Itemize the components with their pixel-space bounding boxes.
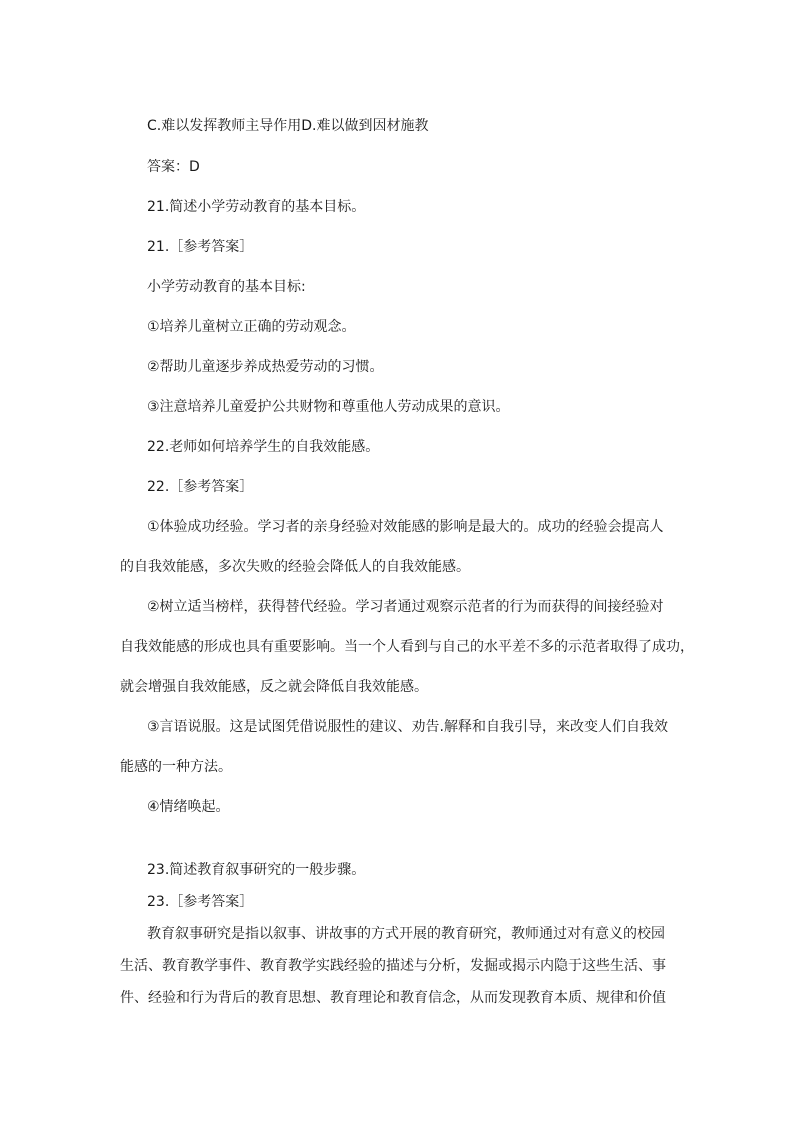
answer-22-point-3-line-1: ③言语说服。这是试图凭借说服性的建议、劝告.解释和自我引导，来改变人们自我效 bbox=[147, 719, 668, 735]
answer-line: 答案：D bbox=[147, 159, 200, 175]
answer-22-point-2-line-3: 就会增强自我效能感，反之就会降低自我效能感。 bbox=[120, 679, 428, 695]
option-line-c-d: C.难以发挥教师主导作用D.难以做到因材施教 bbox=[147, 118, 429, 134]
question-23: 23.简述教育叙事研究的一般步骤。 bbox=[147, 862, 366, 878]
answer-21-point-1: ①培养儿童树立正确的劳动观念。 bbox=[147, 319, 356, 335]
answer-23-line-1: 教育叙事研究是指以叙事、讲故事的方式开展的教育研究，教师通过对有意义的校园 bbox=[147, 926, 665, 942]
answer-23-line-2: 生活、教育教学事件、教育教学实践经验的描述与分析，发掘或揭示内隐于这些生活、事 bbox=[120, 958, 666, 974]
answer-22-point-1-line-1: ①体验成功经验。学习者的亲身经验对效能感的影响是最大的。成功的经验会提高人 bbox=[147, 519, 664, 535]
answer-22-point-2-line-1: ②树立适当榜样，获得替代经验。学习者通过观察示范者的行为而获得的间接经验对 bbox=[147, 599, 664, 615]
reference-answer-22: 22.［参考答案］ bbox=[147, 479, 254, 495]
answer-22-point-3-line-2: 能感的一种方法。 bbox=[120, 759, 232, 775]
reference-answer-23: 23.［参考答案］ bbox=[147, 894, 254, 910]
question-22: 22.老师如何培养学生的自我效能感。 bbox=[147, 439, 380, 455]
answer-22-point-1-line-2: 的自我效能感，多次失败的经验会降低人的自我效能感。 bbox=[120, 559, 470, 575]
answer-22-point-4: ④情绪唤起。 bbox=[147, 799, 230, 815]
question-21: 21.简述小学劳动教育的基本目标。 bbox=[147, 199, 366, 215]
answer-21-intro: 小学劳动教育的基本目标: bbox=[147, 279, 306, 295]
reference-answer-21: 21.［参考答案］ bbox=[147, 239, 254, 255]
answer-23-line-3: 件、经验和行为背后的教育思想、教育理论和教育信念，从而发现教育本质、规律和价值 bbox=[120, 990, 666, 1006]
answer-22-point-2-line-2: 自我效能感的形成也具有重要影响。当一个人看到与自己的水平差不多的示范者取得了成功， bbox=[120, 639, 694, 655]
answer-21-point-3: ③注意培养儿童爱护公共财物和尊重他人劳动成果的意识。 bbox=[147, 399, 510, 415]
answer-21-point-2: ②帮助儿童逐步养成热爱劳动的习惯。 bbox=[147, 359, 384, 375]
